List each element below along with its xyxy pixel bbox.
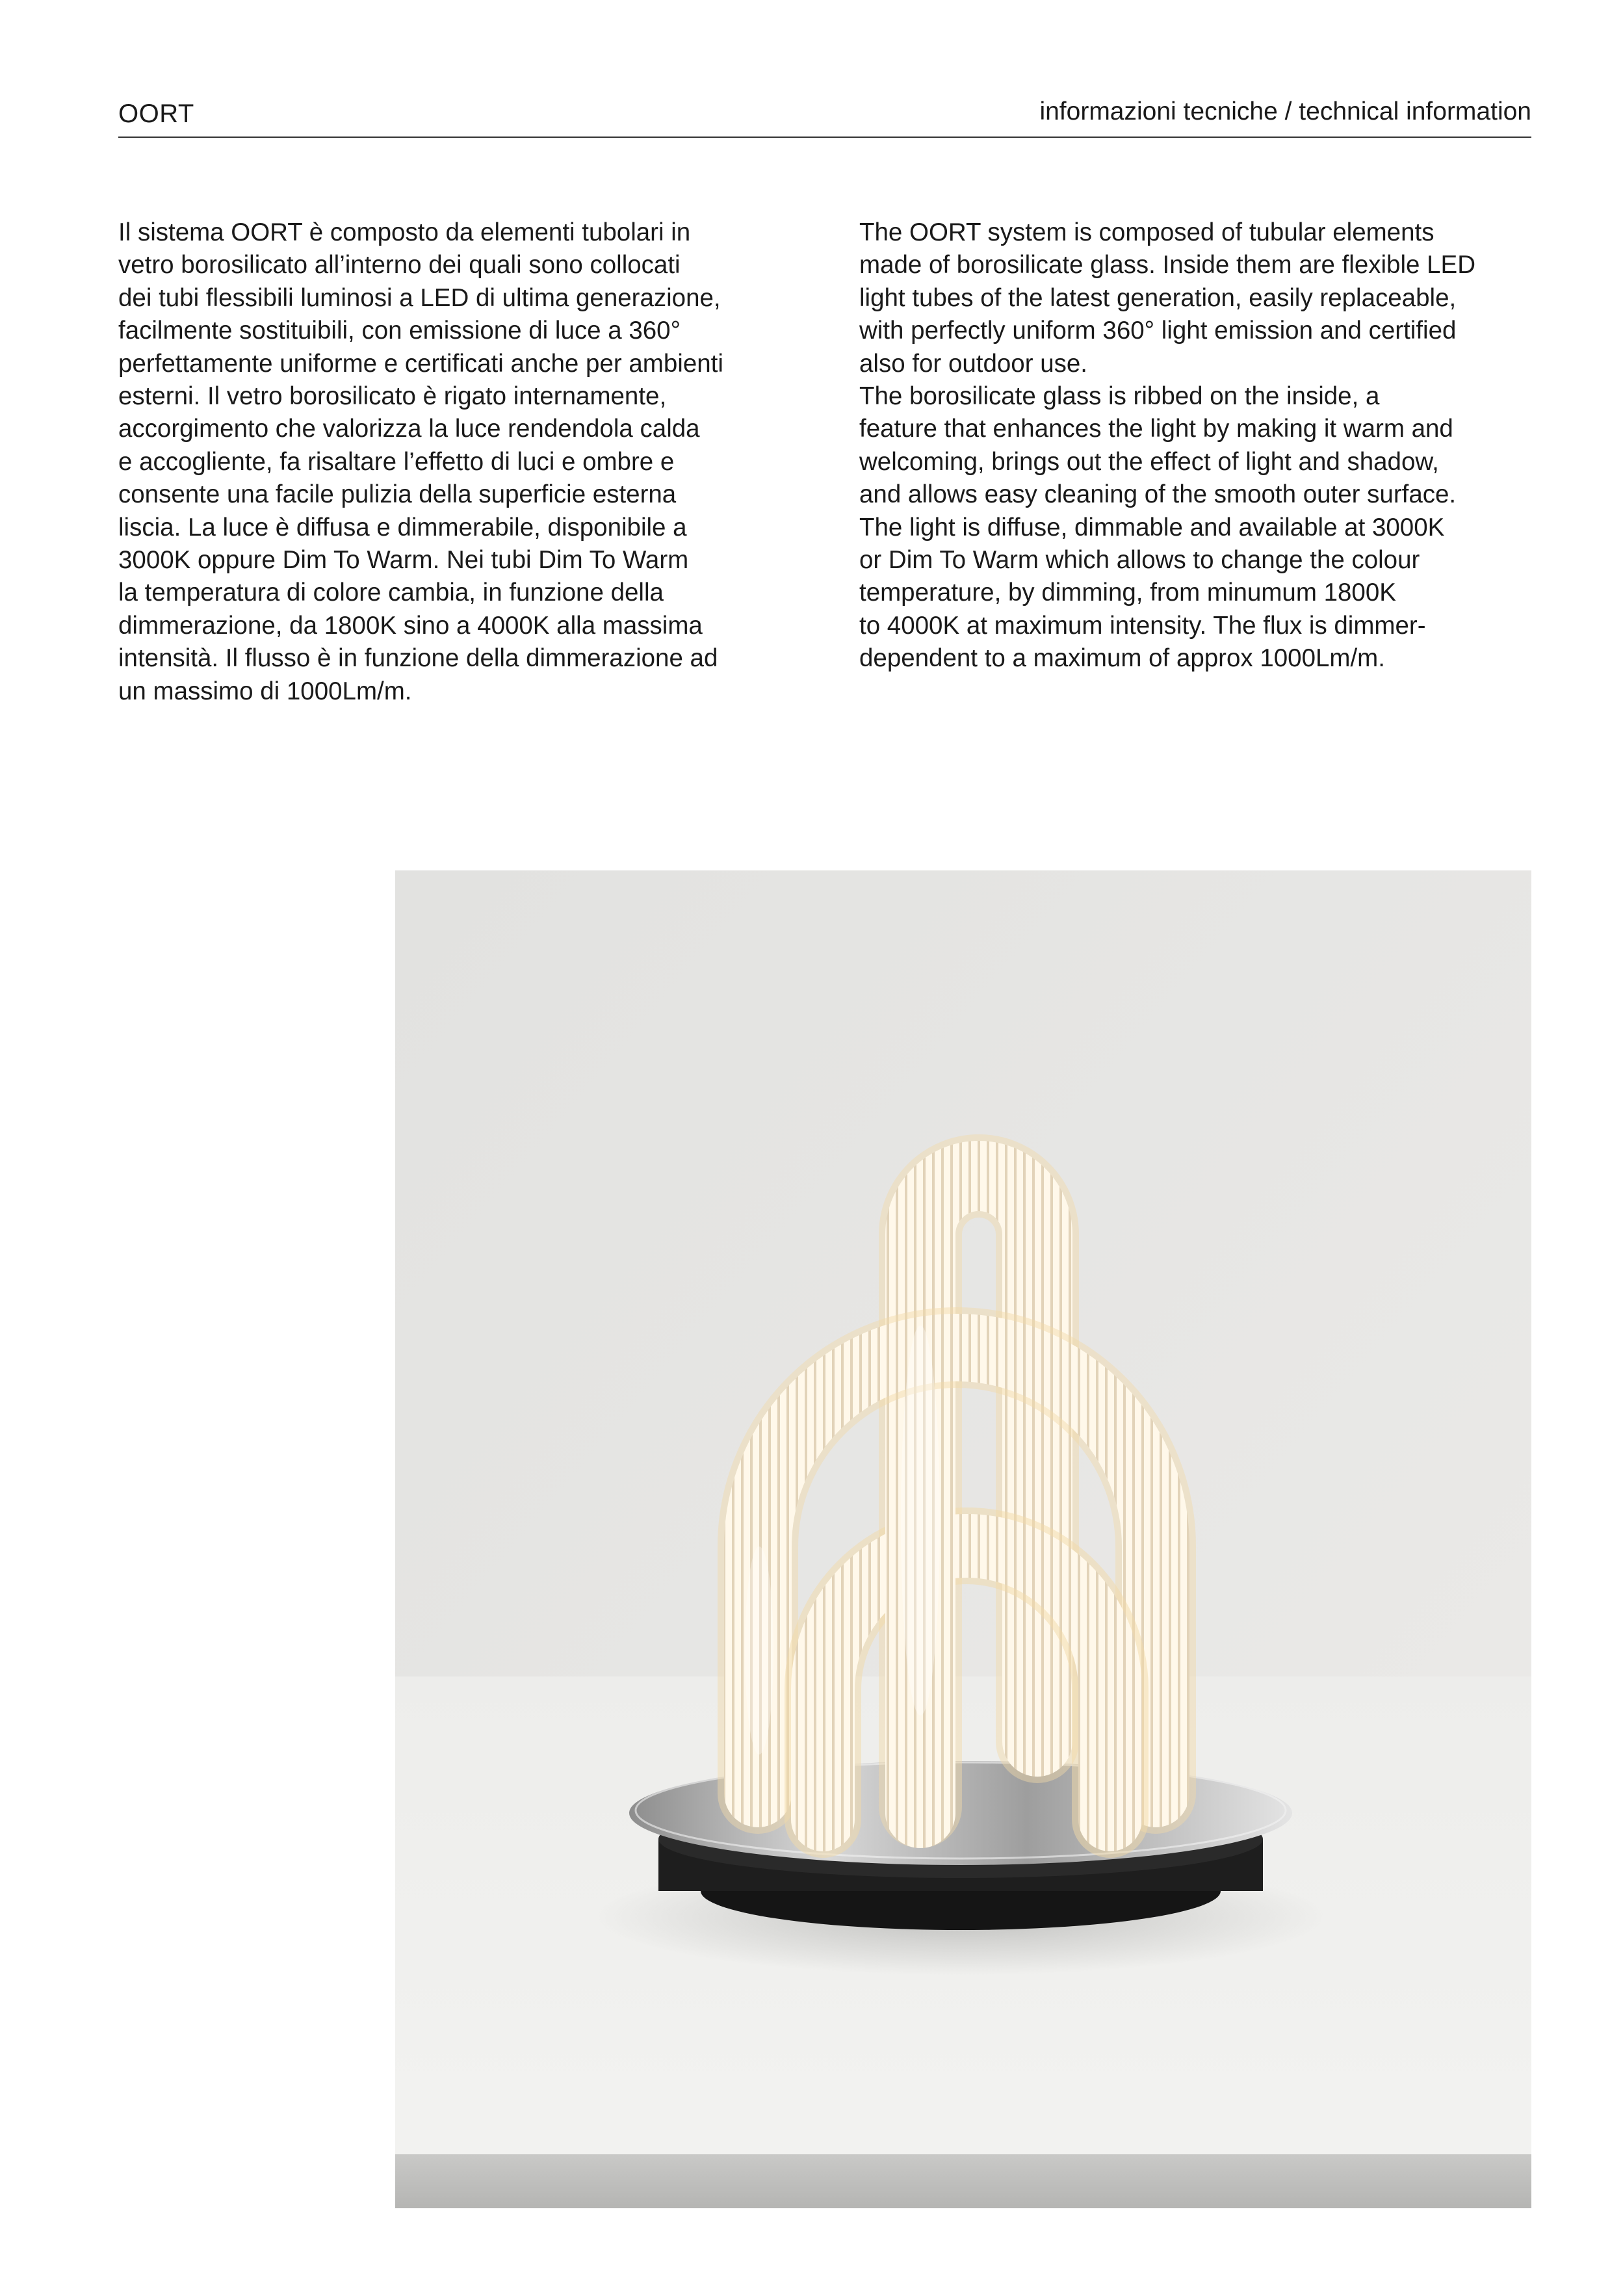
text-line: accorgimento che valorizza la luce rendendola calda bbox=[118, 415, 700, 443]
text-line: to 4000K at maximum intensity. The flux is dimmer- bbox=[859, 611, 1426, 640]
text-line: also for outdoor use. bbox=[859, 349, 1087, 378]
description-english bbox=[859, 216, 1539, 675]
text-line: dimmerazione, da 1800K sino a 4000K alla massima bbox=[118, 611, 703, 640]
text-line: intensità. Il flusso è in funzione della dimmerazione ad bbox=[118, 644, 718, 673]
text-line: or Dim To Warm which allows to change the colour bbox=[859, 546, 1420, 575]
text-line: Il sistema OORT è composto da elementi tubolari in bbox=[118, 218, 691, 246]
text-line: consente una facile pulizia della superficie esterna bbox=[118, 480, 677, 509]
text-line: facilmente sostituibili, con emissione di luce a 360° bbox=[118, 317, 681, 345]
brand-name: OORT bbox=[118, 99, 194, 128]
text-line: esterni. Il vetro borosilicato è rigato internamente, bbox=[118, 382, 667, 411]
text-line: perfettamente uniforme e certificati anche per ambienti bbox=[118, 349, 723, 378]
section-title: informazioni tecniche / technical information bbox=[1039, 98, 1531, 125]
text-line: made of borosilicate glass. Inside them are flexible LED bbox=[859, 251, 1476, 280]
product-photo bbox=[395, 870, 1531, 2208]
text-line: The borosilicate glass is ribbed on the inside, a bbox=[859, 382, 1380, 411]
text-line: un massimo di 1000Lm/m. bbox=[118, 677, 412, 705]
text-line: and allows easy cleaning of the smooth outer surface. bbox=[859, 480, 1457, 509]
text-line: dei tubi flessibili luminosi a LED di ultima generazione, bbox=[118, 283, 721, 312]
description-italian bbox=[118, 216, 807, 708]
text-line: The OORT system is composed of tubular elements bbox=[859, 218, 1435, 246]
text-line: vetro borosilicato all’interno dei quali sono collocati bbox=[118, 251, 681, 280]
text-line: light tubes of the latest generation, easily replaceable, bbox=[859, 283, 1457, 312]
text-line: dependent to a maximum of approx 1000Lm/m. bbox=[859, 644, 1385, 673]
text-line: liscia. La luce è diffusa e dimmerabile, disponibile a bbox=[118, 513, 687, 541]
text-line: temperature, by dimming, from minumum 1800K bbox=[859, 579, 1396, 607]
text-line: with perfectly uniform 360° light emission and certified bbox=[859, 317, 1457, 345]
text-line: 3000K oppure Dim To Warm. Nei tubi Dim To Warm bbox=[118, 546, 689, 575]
text-line: feature that enhances the light by making it warm and bbox=[859, 415, 1453, 443]
text-line: e accogliente, fa risaltare l’effetto di luci e ombre e bbox=[118, 447, 675, 476]
text-line: welcoming, brings out the effect of light and shadow, bbox=[859, 447, 1439, 476]
text-line: la temperatura di colore cambia, in funzione della bbox=[118, 579, 664, 607]
page-header bbox=[118, 95, 1531, 138]
text-line: The light is diffuse, dimmable and available at 3000K bbox=[859, 513, 1445, 541]
